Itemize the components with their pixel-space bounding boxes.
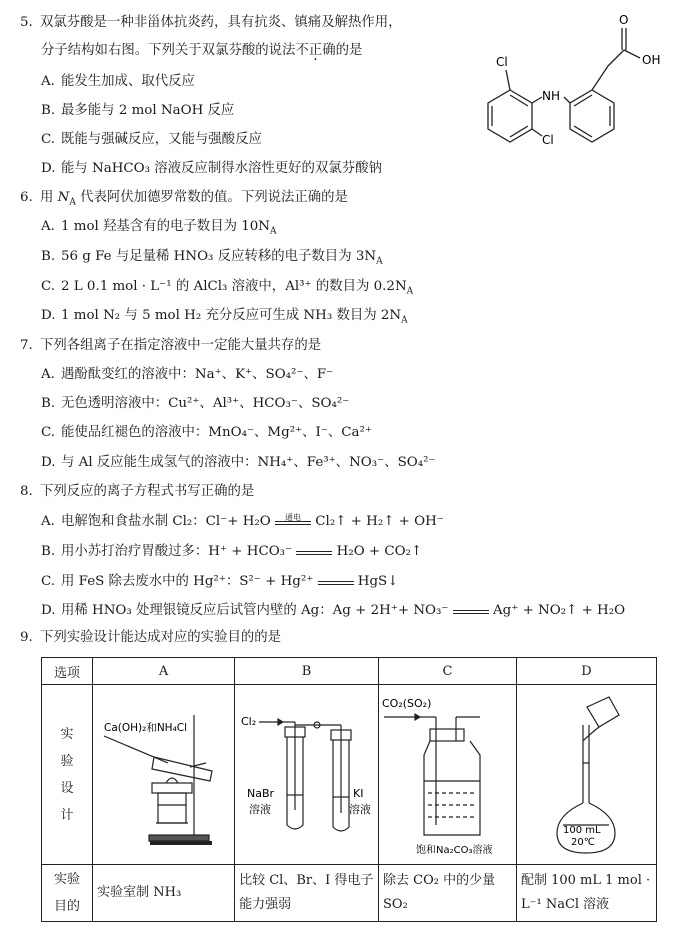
table-header-cell: A [93, 658, 235, 685]
question-number: 8. [20, 484, 33, 499]
design-cell-b [235, 685, 379, 865]
q8-stem: 8. 下列反应的离子方程式书写正确的是 [20, 484, 255, 499]
apparatus-c-diagram [380, 685, 516, 860]
design-cell-d [516, 685, 656, 865]
q7-option-c[interactable]: C. 能使品红褪色的溶液中：MnO₄⁻、Mg²⁺、I⁻、Ca²⁺ [41, 425, 372, 440]
question-number: 7. [20, 338, 33, 353]
q5-stem-line1: 5. 双氯芬酸是一种非甾体抗炎药，具有抗炎、镇痛及解热作用， [20, 15, 402, 30]
equation-arrow [296, 549, 332, 555]
q9-stem: 9. 下列实验设计能达成对应的实验目的的是 [20, 630, 282, 645]
q6-option-b[interactable]: B. 56 g Fe 与足量稀 HNO₃ 反应转移的电子数目为 $3N_A$ [41, 249, 383, 267]
solution-label: 溶液 [248, 803, 271, 816]
table-header-cell: B [235, 658, 379, 685]
purpose-cell-a: 实验室制 NH₃ [93, 865, 235, 922]
q8-option-d[interactable]: D. 用稀 HNO₃ 处理银镜反应后试管内壁的 Ag：Ag + 2H⁺+ NO₃⁻ Ag⁺ + NO₂↑ + H₂O [41, 603, 626, 618]
q7-option-d[interactable]: D. 与 Al 反应能生成氢气的溶液中：NH₄⁺、Fe³⁺、NO₃⁻、SO₄²⁻ [41, 455, 436, 470]
q8-option-c[interactable]: C. 用 FeS 除去废水中的 Hg²⁺：S²⁻ + Hg²⁺ HgS↓ [41, 574, 399, 589]
q6-stem: 6. 用 $N_A$ 代表阿伏加德罗常数的值。下列说法正确的是 [20, 190, 348, 208]
question-number: 9. [20, 630, 33, 645]
table-purpose-row [42, 865, 657, 922]
q8-option-a[interactable]: A. 电解饱和食盐水制 Cl₂：Cl⁻+ H₂O 通电 Cl₂↑ + H₂↑ + OH⁻ [41, 512, 444, 529]
cl-label-bottom: Cl [542, 133, 554, 147]
nabr-label: NaBr [246, 787, 274, 800]
equation-arrow [453, 608, 489, 614]
q7-stem: 7. 下列各组离子在指定溶液中一定能大量共存的是 [20, 338, 322, 353]
q5-stem-line2: 分子结构如右图。下列关于双氯芬酸的说法不正确的是 [41, 43, 363, 58]
stand-base [150, 841, 212, 845]
equation-arrow: 通电 [275, 519, 311, 525]
q6-option-a[interactable]: A. 1 mol 羟基含有的电子数目为 $10N_A$ [41, 219, 277, 237]
solution-label: 饱和Na₂CO₃溶液 [415, 845, 492, 856]
purpose-cell-d: 配制 100 mL 1 mol · L⁻¹ NaCl 溶液 [516, 865, 656, 922]
table-design-row [42, 685, 657, 865]
diclofenac-structure [470, 8, 670, 158]
q5-option-d[interactable]: D. 能与 NaHCO₃ 溶液反应制得水溶性更好的双氯芬酸钠 [41, 161, 382, 176]
question-number: 5. [20, 15, 33, 30]
apparatus-d-diagram [517, 685, 655, 860]
q7-option-b[interactable]: B. 无色透明溶液中：Cu²⁺、Al³⁺、HCO₃⁻、SO₄²⁻ [41, 396, 350, 411]
q8-option-b[interactable]: B. 用小苏打治疗胃酸过多：H⁺ + HCO₃⁻ H₂O + CO₂↑ [41, 544, 423, 559]
purpose-cell-b: 比较 Cl、Br、I 得电子能力强弱 [235, 865, 379, 922]
q5-option-a[interactable]: A. 能发生加成、取代反应 [41, 74, 195, 89]
ki-label: KI [352, 787, 364, 800]
q6-option-c[interactable]: C. 2 L 0.1 mol · L⁻¹ 的 AlCl₃ 溶液中，Al³⁺ 的数目为 $0.2N_A$ [41, 279, 414, 297]
table-header-cell: C [379, 658, 517, 685]
design-cell-c [379, 685, 517, 865]
table-header-row [42, 658, 657, 685]
q7-option-a[interactable]: A. 遇酚酞变红的溶液中：Na⁺、K⁺、SO₄²⁻、F⁻ [41, 367, 334, 382]
emphasis-text: 不正确 [295, 43, 336, 58]
question-number: 6. [20, 190, 33, 205]
cl-label-top: Cl [496, 55, 508, 69]
purpose-cell-c: 除去 CO₂ 中的少量 SO₂ [379, 865, 517, 922]
solution-label: 溶液 [348, 803, 371, 816]
temperature-label: 20℃ [571, 837, 596, 848]
oh-label: OH [642, 53, 661, 67]
reagent-label: Ca(OH)₂和NH₄Cl [103, 722, 187, 734]
experiment-table [41, 657, 657, 922]
table-header-cell: 选项 [42, 658, 93, 685]
q5-option-b[interactable]: B. 最多能与 2 mol NaOH 反应 [41, 103, 235, 118]
q6-option-d[interactable]: D. 1 mol N₂ 与 5 mol H₂ 充分反应可生成 NH₃ 数目为 $2N_A$ [41, 308, 408, 326]
equation-arrow [318, 579, 354, 585]
volume-label: 100 mL [563, 825, 602, 836]
design-cell-a [93, 685, 235, 865]
apparatus-b-diagram [237, 685, 377, 860]
gas-label: CO₂(SO₂) [381, 697, 431, 710]
purpose-row-label: 实验 目的 [42, 865, 93, 922]
o-label: O [619, 13, 629, 27]
gas-label: Cl₂ [240, 715, 256, 728]
table-header-cell: D [516, 658, 656, 685]
nh-label: NH [542, 89, 560, 103]
q5-option-c[interactable]: C. 既能与强碱反应，又能与强酸反应 [41, 132, 262, 147]
apparatus-a-diagram [94, 685, 234, 860]
design-row-label: 实 验 设 计 [42, 685, 93, 865]
